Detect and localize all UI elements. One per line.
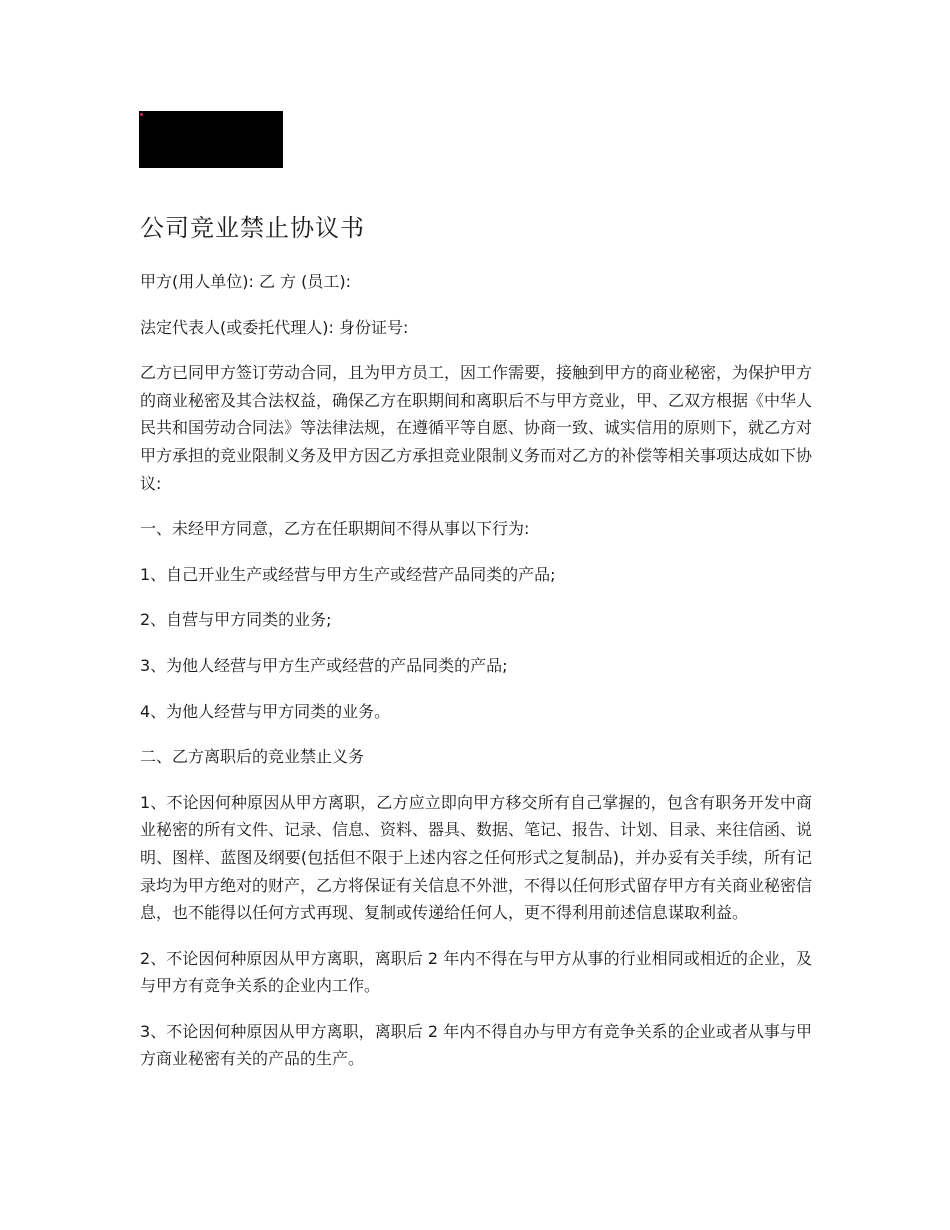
section-one-heading: 一、未经甲方同意，乙方在任职期间不得从事以下行为: bbox=[140, 519, 530, 539]
logo-mark-icon bbox=[140, 113, 143, 116]
section-one-item-2: 2、自营与甲方同类的业务; bbox=[140, 610, 332, 630]
party-a-line: 甲方(用人单位): 乙 方 (员工): bbox=[140, 272, 352, 291]
preamble-paragraph: 乙方已同甲方签订劳动合同，且为甲方员工，因工作需要，接触到甲方的商业秘密，为保护甲方的商业秘密及其合法权益，确保乙方在职期间和离职后不与甲方竞业，甲、乙双方根据《中华人民共和国劳动合同法》等法律法规，在遵循平等自愿、协商一致、诚实信用的原则下，就乙方对甲方承担的竞业限制义务及甲方因乙方承担竞业限制义务而对乙方的补偿等相关事项达成如下协议: bbox=[140, 363, 813, 493]
section-two-item-1: 1、不论因何种原因从甲方离职，乙方应立即向甲方移交所有自己掌握的，包含有职务开发中商业秘密的所有文件、记录、信息、资料、器具、数据、笔记、报告、计划、目录、来往信函、说明、图样、蓝图及纲要(包括但不限于上述内容之任何形式之复制品)，并办妥有关手续，所有记录均为甲方绝对的财产，乙方将保证有关信息不外泄，不得以任何形式留存甲方有关商业秘密信息，也不能得以任何方式再现、复制或传递给任何人，更不得利用前述信息谋取利益。 bbox=[140, 792, 813, 923]
section-two-item-3: 3、不论因何种原因从甲方离职，离职后 2 年内不得自办与甲方有竞争关系的企业或者从事与甲方商业秘密有关的产品的生产。 bbox=[140, 1021, 812, 1069]
section-one-item-1: 1、自己开业生产或经营与甲方生产或经营产品同类的产品; bbox=[140, 564, 556, 584]
section-one-item-4: 4、为他人经营与甲方同类的业务。 bbox=[140, 701, 391, 721]
section-two-item-2: 2、不论因何种原因从甲方离职，离职后 2 年内不得在与甲方从事的行业相同或相近的企业，及与甲方有竞争关系的企业内工作。 bbox=[140, 948, 812, 996]
section-one-item-3: 3、为他人经营与甲方生产或经营的产品同类的产品; bbox=[140, 655, 508, 675]
document-title: 公司竞业禁止协议书 bbox=[140, 214, 365, 242]
section-two-heading: 二、乙方离职后的竞业禁止义务 bbox=[140, 747, 365, 767]
document-body bbox=[140, 208, 812, 1091]
legal-rep-line: 法定代表人(或委托代理人): 身份证号: bbox=[140, 317, 409, 337]
redacted-logo bbox=[139, 111, 283, 168]
